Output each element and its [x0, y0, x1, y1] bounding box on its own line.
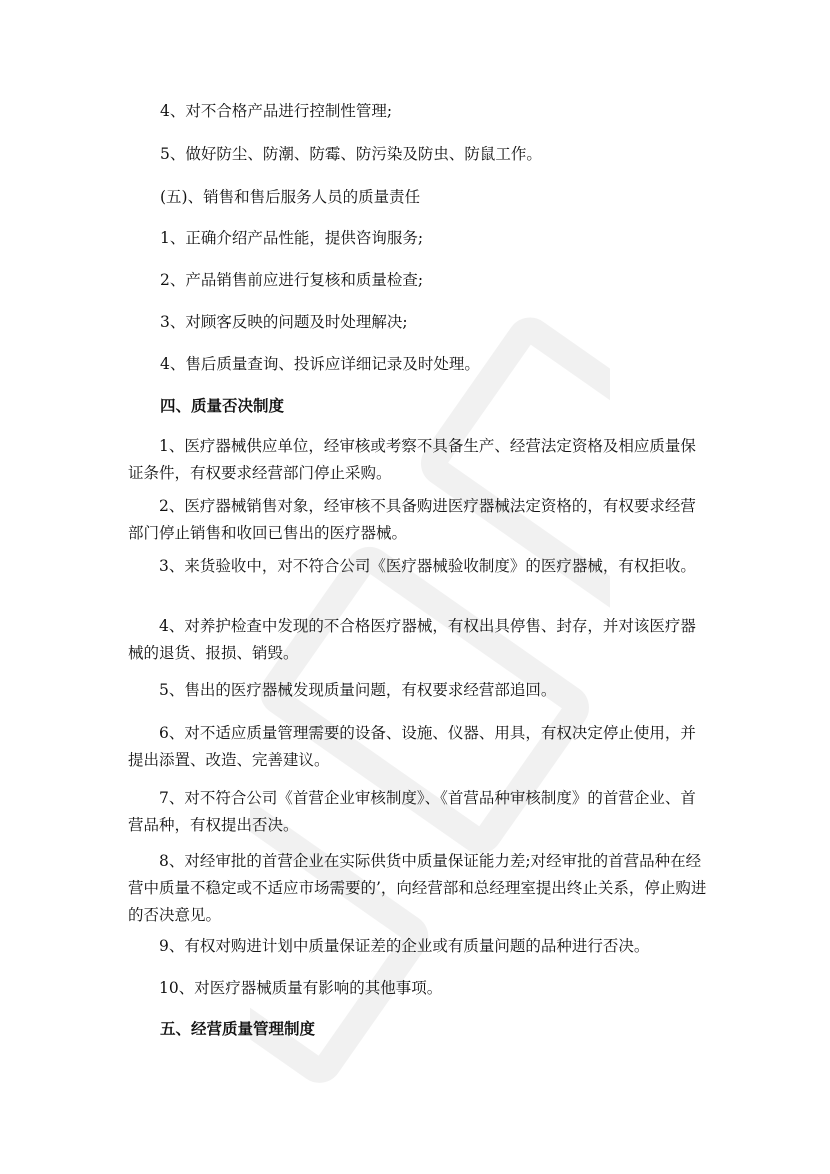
list-item: 1、正确介绍产品性能，提供咨询服务; — [160, 229, 424, 247]
paragraph: 5、售出的医疗器械发现质量问题，有权要求经营部追回。 — [159, 681, 557, 699]
list-item: 3、对顾客反映的问题及时处理解决; — [160, 313, 408, 331]
paragraph: 3、来货验收中，对不符合公司《医疗器械验收制度》的医疗器械，有权拒收。 — [159, 557, 696, 575]
section-heading: 五、经营质量管理制度 — [160, 1019, 316, 1038]
list-item: 4、对不合格产品进行控制性管理; — [160, 102, 393, 120]
section-heading: 四、质量否决制度 — [160, 396, 285, 415]
paragraph: 2、医疗器械销售对象，经审核不具备购进医疗器械法定资格的，有权要求经营部门停止销售和收回已售出的医疗器械。 — [128, 497, 696, 542]
subsection-title: (五)、销售和售后服务人员的质量责任 — [160, 188, 421, 206]
paragraph: 10、对医疗器械质量有影响的其他事项。 — [159, 979, 443, 997]
list-item: 4、售后质量查询、投诉应详细记录及时处理。 — [160, 355, 480, 373]
paragraph: 8、对经审批的首营企业在实际供货中质量保证能力差;对经审批的首营品种在经营中质量不稳定或不适应市场需要的’，向经营部和总经理室提出终止关系，停止购进的否决意见。 — [128, 852, 707, 924]
list-item: 5、做好防尘、防潮、防霉、防污染及防虫、防鼠工作。 — [160, 145, 542, 163]
paragraph: 1、医疗器械供应单位，经审核或考察不具备生产、经营法定资格及相应质量保证条件，有权要求经营部门停止采购。 — [128, 437, 696, 482]
paragraph: 7、对不符合公司《首营企业审核制度》、《首营品种审核制度》的首营企业、首营品种，有权提出否决。 — [128, 789, 696, 834]
list-item: 2、产品销售前应进行复核和质量检查; — [160, 271, 424, 289]
paragraph: 4、对养护检查中发现的不合格医疗器械，有权出具停售、封存，并对该医疗器械的退货、报损、销毁。 — [128, 617, 696, 662]
paragraph: 6、对不适应质量管理需要的设备、设施、仪器、用具，有权决定停止使用，并提出添置、改造、完善建议。 — [128, 724, 696, 769]
paragraph: 9、有权对购进计划中质量保证差的企业或有质量问题的品种进行否决。 — [159, 937, 650, 955]
